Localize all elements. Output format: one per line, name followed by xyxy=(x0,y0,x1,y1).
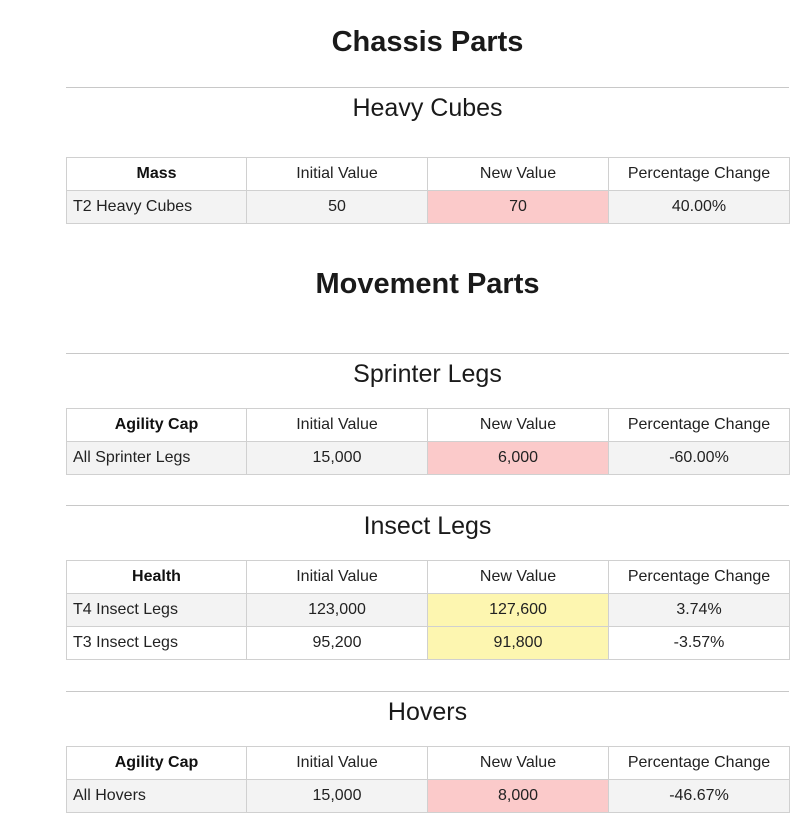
percentage-change-cell: -60.00% xyxy=(609,442,790,475)
row-label: T2 Heavy Cubes xyxy=(67,191,247,224)
initial-value-cell: 123,000 xyxy=(247,594,428,627)
header-mass: Mass xyxy=(67,158,247,191)
sprinter-legs-section xyxy=(66,353,789,466)
table-row xyxy=(67,627,790,660)
insect-legs-table xyxy=(66,560,790,660)
header-initial-value: Initial Value xyxy=(247,409,428,442)
header-new-value: New Value xyxy=(428,158,609,191)
header-percentage-change: Percentage Change xyxy=(609,561,790,594)
sprinter-legs-table xyxy=(66,408,790,475)
movement-parts-title: Movement Parts xyxy=(315,268,540,300)
initial-value-cell: 95,200 xyxy=(247,627,428,660)
section-divider xyxy=(66,353,789,354)
chassis-parts-title: Chassis Parts xyxy=(331,26,524,58)
new-value-cell: 6,000 xyxy=(428,442,609,475)
initial-value-cell: 15,000 xyxy=(247,442,428,475)
table-header-row xyxy=(67,747,790,780)
percentage-change-cell: -46.67% xyxy=(609,780,790,813)
table-row xyxy=(67,594,790,627)
header-initial-value: Initial Value xyxy=(247,747,428,780)
section-divider xyxy=(66,87,789,88)
percentage-change-cell: 40.00% xyxy=(609,191,790,224)
table-header-row xyxy=(67,409,790,442)
new-value-cell: 91,800 xyxy=(428,627,609,660)
heavy-cubes-section xyxy=(66,87,789,215)
header-percentage-change: Percentage Change xyxy=(609,158,790,191)
percentage-change-cell: 3.74% xyxy=(609,594,790,627)
header-agility-cap: Agility Cap xyxy=(67,409,247,442)
row-label: T4 Insect Legs xyxy=(67,594,247,627)
table-row xyxy=(67,191,790,224)
insect-legs-section xyxy=(66,505,789,651)
initial-value-cell: 15,000 xyxy=(247,780,428,813)
percentage-change-cell: -3.57% xyxy=(609,627,790,660)
table-row xyxy=(67,780,790,813)
row-label: All Sprinter Legs xyxy=(67,442,247,475)
header-percentage-change: Percentage Change xyxy=(609,409,790,442)
table-header-row xyxy=(67,158,790,191)
header-initial-value: Initial Value xyxy=(247,561,428,594)
hovers-table xyxy=(66,746,790,813)
new-value-cell: 8,000 xyxy=(428,780,609,813)
new-value-cell: 70 xyxy=(428,191,609,224)
hovers-title: Hovers xyxy=(387,698,468,726)
heavy-cubes-title: Heavy Cubes xyxy=(352,94,503,122)
header-initial-value: Initial Value xyxy=(247,158,428,191)
row-label: All Hovers xyxy=(67,780,247,813)
section-divider xyxy=(66,505,789,506)
sprinter-legs-title: Sprinter Legs xyxy=(353,360,502,388)
new-value-cell: 127,600 xyxy=(428,594,609,627)
heavy-cubes-table xyxy=(66,157,790,224)
header-new-value: New Value xyxy=(428,561,609,594)
header-percentage-change: Percentage Change xyxy=(609,747,790,780)
header-new-value: New Value xyxy=(428,409,609,442)
header-agility-cap: Agility Cap xyxy=(67,747,247,780)
insect-legs-title: Insect Legs xyxy=(363,512,492,540)
initial-value-cell: 50 xyxy=(247,191,428,224)
header-health: Health xyxy=(67,561,247,594)
section-divider xyxy=(66,691,789,692)
table-header-row xyxy=(67,561,790,594)
row-label: T3 Insect Legs xyxy=(67,627,247,660)
table-row xyxy=(67,442,790,475)
header-new-value: New Value xyxy=(428,747,609,780)
hovers-section xyxy=(66,691,789,804)
